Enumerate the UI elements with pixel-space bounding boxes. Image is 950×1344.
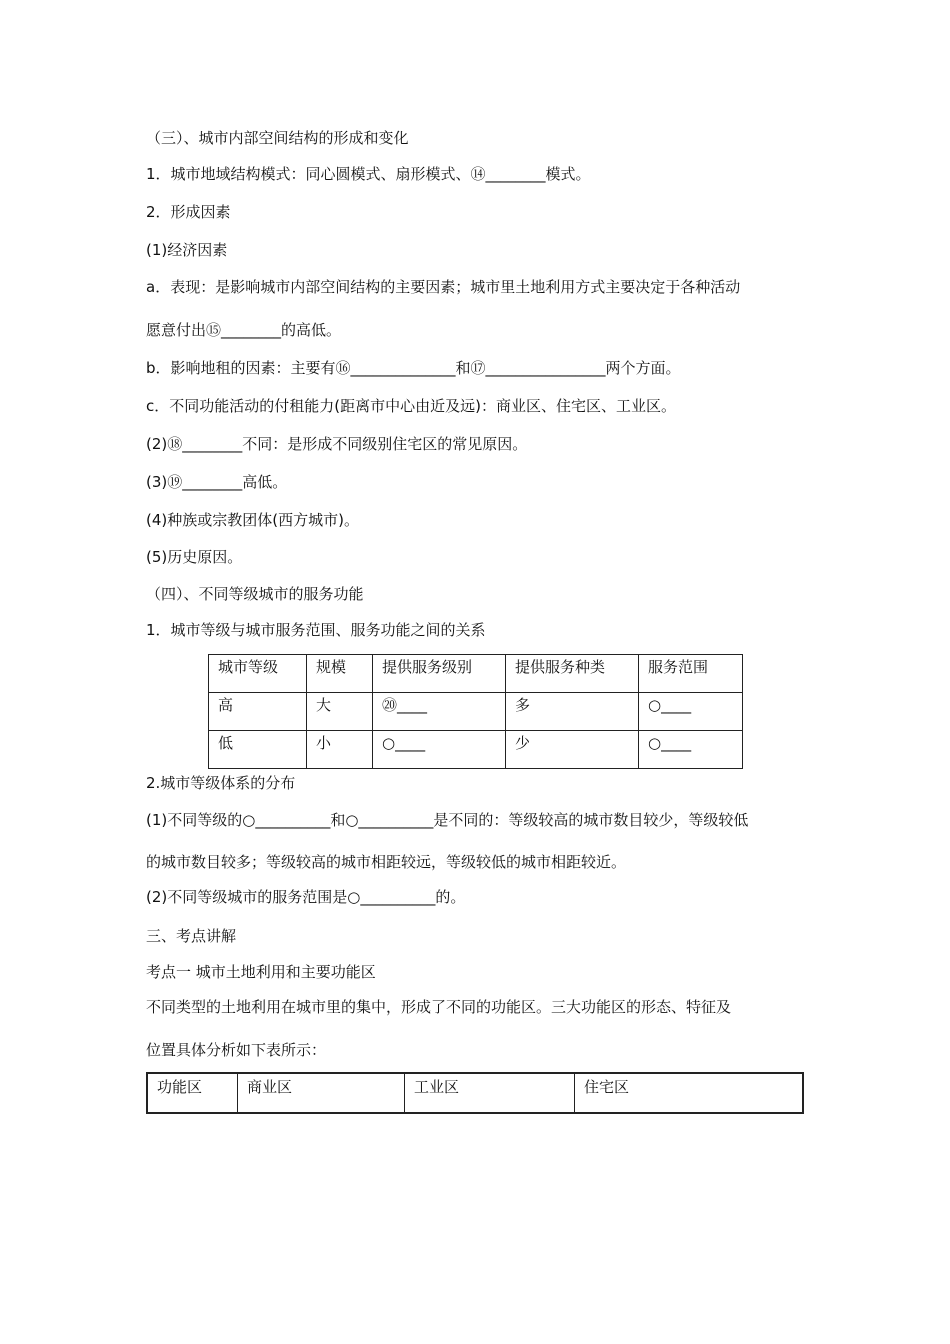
factor-1-economic: (1)经济因素	[146, 241, 228, 259]
item-1-structure-models: 1．城市地域结构模式：同心圆模式、扇形模式、⑭________模式。	[146, 165, 591, 183]
table-cell: ○____	[639, 731, 743, 769]
table-cell: 低	[209, 731, 307, 769]
header-cell: 住宅区	[575, 1073, 804, 1113]
economic-c: c．不同功能活动的付租能力(距离市中心由近及远)：商业区、住宅区、工业区。	[146, 397, 676, 415]
section-three-title: 三、考点讲解	[146, 927, 237, 945]
topic-1-title: 考点一 城市土地利用和主要功能区	[146, 963, 376, 981]
table-cell: ⑳____	[373, 693, 506, 731]
economic-a-line-1: a．表现：是影响城市内部空间结构的主要因素；城市里土地利用方式主要决定于各种活动	[146, 278, 741, 296]
factor-2: (2)⑱________不同：是形成不同级别住宅区的常见原因。	[146, 435, 528, 453]
section-4-title: （四）、不同等级城市的服务功能	[146, 585, 364, 603]
table-header-row	[209, 655, 743, 693]
factor-5: (5)历史原因。	[146, 548, 243, 566]
header-cell: 工业区	[405, 1073, 575, 1113]
table-row	[209, 693, 743, 731]
header-cell: 规模	[307, 655, 373, 693]
distribution-1-line-2: 的城市数目较多；等级较高的城市相距较远，等级较低的城市相距较近。	[146, 853, 627, 871]
table-cell: ○____	[639, 693, 743, 731]
factor-3: (3)⑲________高低。	[146, 473, 288, 491]
paragraph-line-2: 位置具体分析如下表所示：	[146, 1041, 327, 1059]
item-2-factors-heading: 2．形成因素	[146, 203, 231, 221]
distribution-2: (2)不同等级城市的服务范围是○__________的。	[146, 888, 466, 906]
paragraph-line-1: 不同类型的土地利用在城市里的集中，形成了不同的功能区。三大功能区的形态、特征及	[146, 998, 732, 1016]
header-cell: 提供服务种类	[506, 655, 639, 693]
header-cell: 提供服务级别	[373, 655, 506, 693]
table-cell: 少	[506, 731, 639, 769]
item-1-relation: 1．城市等级与城市服务范围、服务功能之间的关系	[146, 621, 486, 639]
table-cell: 多	[506, 693, 639, 731]
city-grade-table	[208, 654, 743, 769]
economic-a-line-2: 愿意付出⑮________的高低。	[146, 321, 342, 339]
header-cell: 服务范围	[639, 655, 743, 693]
header-cell: 城市等级	[209, 655, 307, 693]
table-row	[209, 731, 743, 769]
economic-b: b．影响地租的因素：主要有⑯______________和⑰________________两个方面。	[146, 359, 681, 377]
table-cell: ○____	[373, 731, 506, 769]
functional-zone-table	[146, 1072, 804, 1114]
table-cell: 大	[307, 693, 373, 731]
header-cell: 商业区	[238, 1073, 405, 1113]
table-cell: 高	[209, 693, 307, 731]
distribution-1-line-1: (1)不同等级的○__________和○__________是不同的：等级较高的城市数目较少，等级较低	[146, 811, 749, 829]
factor-4: (4)种族或宗教团体(西方城市)。	[146, 511, 359, 529]
item-2-distribution: 2.城市等级体系的分布	[146, 774, 296, 792]
table-header-row	[147, 1073, 803, 1113]
section-3-title: （三）、城市内部空间结构的形成和变化	[146, 129, 409, 147]
header-cell: 功能区	[147, 1073, 238, 1113]
table-cell: 小	[307, 731, 373, 769]
